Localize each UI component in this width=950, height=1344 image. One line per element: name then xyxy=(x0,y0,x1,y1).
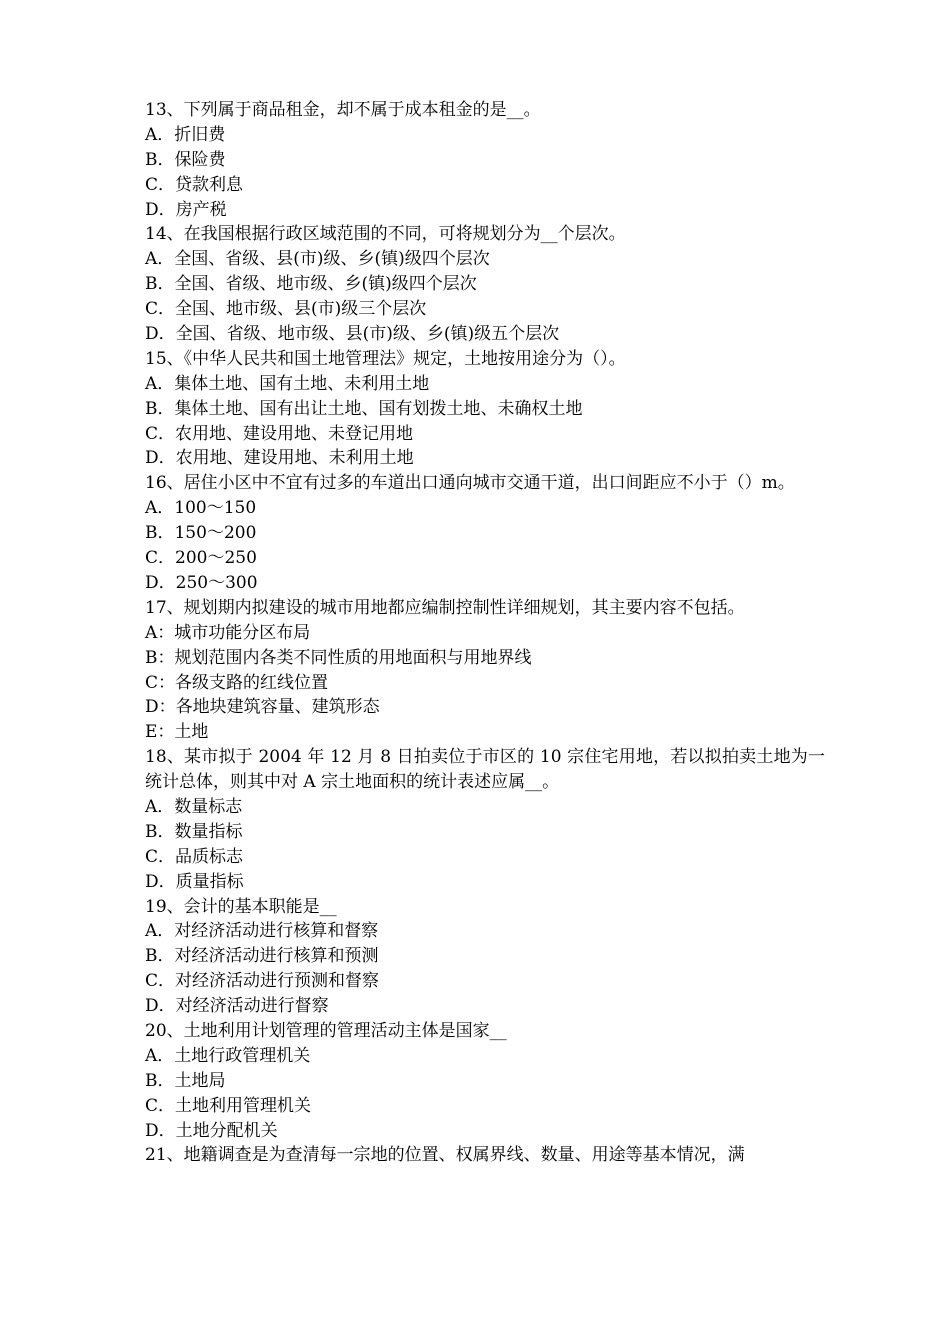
option-d: D．土地分配机关 xyxy=(145,1120,278,1141)
document-page xyxy=(145,98,825,1168)
question-18 xyxy=(145,745,825,894)
question-stem: 13、下列属于商品租金，却不属于成本租金的是__。 xyxy=(145,100,541,120)
option-a: A．对经济活动进行核算和督察 xyxy=(145,921,379,942)
question-stem: 15、《中华人民共和国土地管理法》规定，土地按用途分为（）。 xyxy=(145,348,626,369)
option-a: A．100～150 xyxy=(145,498,257,519)
question-stem: 14、在我国根据行政区域范围的不同，可将规划分为__个层次。 xyxy=(145,224,626,245)
option-c: C．对经济活动进行预测和督察 xyxy=(145,971,380,992)
option-b: B．保险费 xyxy=(145,149,226,170)
question-stem: 18、某市拟于 2004 年 12 月 8 日拍卖位于市区的 10 宗住宅用地，若以拟拍卖土地为一统计总体，则其中对 A 宗土地面积的统计表述应属__。 xyxy=(145,747,825,793)
option-b: B．土地局 xyxy=(145,1070,226,1091)
option-c: C．200～250 xyxy=(145,548,257,569)
question-13 xyxy=(145,98,825,222)
option-b: B．150～200 xyxy=(145,523,257,544)
option-d: D：各地块建筑容量、建筑形态 xyxy=(145,697,380,718)
option-b: B．全国、省级、地市级、乡(镇)级四个层次 xyxy=(145,274,477,295)
question-stem: 20、土地利用计划管理的管理活动主体是国家__ xyxy=(145,1021,507,1041)
question-16 xyxy=(145,471,825,595)
option-d: D．全国、省级、地市级、县(市)级、乡(镇)级五个层次 xyxy=(145,324,560,345)
question-21 xyxy=(145,1143,825,1168)
question-20 xyxy=(145,1019,825,1143)
option-c: C．贷款利息 xyxy=(145,174,244,195)
option-a: A．数量标志 xyxy=(145,796,243,817)
question-14 xyxy=(145,222,825,346)
option-b: B：规划范围内各类不同性质的用地面积与用地界线 xyxy=(145,647,532,668)
option-c: C．全国、地市级、县(市)级三个层次 xyxy=(145,299,427,320)
option-d: D．房产税 xyxy=(145,199,227,220)
question-stem: 21、地籍调查是为查清每一宗地的位置、权属界线、数量、用途等基本情况，满 xyxy=(145,1145,745,1166)
option-b: B．数量指标 xyxy=(145,821,243,842)
option-c: C：各级支路的红线位置 xyxy=(145,672,329,693)
question-19 xyxy=(145,895,825,1019)
option-a: A．全国、省级、县(市)级、乡(镇)级四个层次 xyxy=(145,249,490,270)
option-a: A：城市功能分区布局 xyxy=(145,622,311,643)
question-stem: 17、规划期内拟建设的城市用地都应编制控制性详细规划，其主要内容不包括。 xyxy=(145,597,745,618)
option-d: D．农用地、建设用地、未利用土地 xyxy=(145,448,414,469)
option-a: A．集体土地、国有土地、未利用土地 xyxy=(145,373,430,394)
option-c: C．品质标志 xyxy=(145,846,244,867)
option-d: D．250～300 xyxy=(145,572,258,593)
option-e: E：土地 xyxy=(145,722,209,743)
option-d: D．质量指标 xyxy=(145,871,244,892)
option-a: A．土地行政管理机关 xyxy=(145,1045,311,1066)
question-stem: 16、居住小区中不宜有过多的车道出口通向城市交通干道，出口间距应不小于（）m。 xyxy=(145,473,795,494)
option-b: B．集体土地、国有出让土地、国有划拨土地、未确权土地 xyxy=(145,398,583,419)
option-d: D．对经济活动进行督察 xyxy=(145,996,329,1017)
option-c: C．土地利用管理机关 xyxy=(145,1095,312,1116)
option-a: A．折旧费 xyxy=(145,124,226,145)
option-c: C．农用地、建设用地、未登记用地 xyxy=(145,423,414,444)
question-stem: 19、会计的基本职能是__ xyxy=(145,896,337,917)
question-17 xyxy=(145,596,825,745)
option-b: B．对经济活动进行核算和预测 xyxy=(145,946,379,967)
question-15 xyxy=(145,347,825,471)
